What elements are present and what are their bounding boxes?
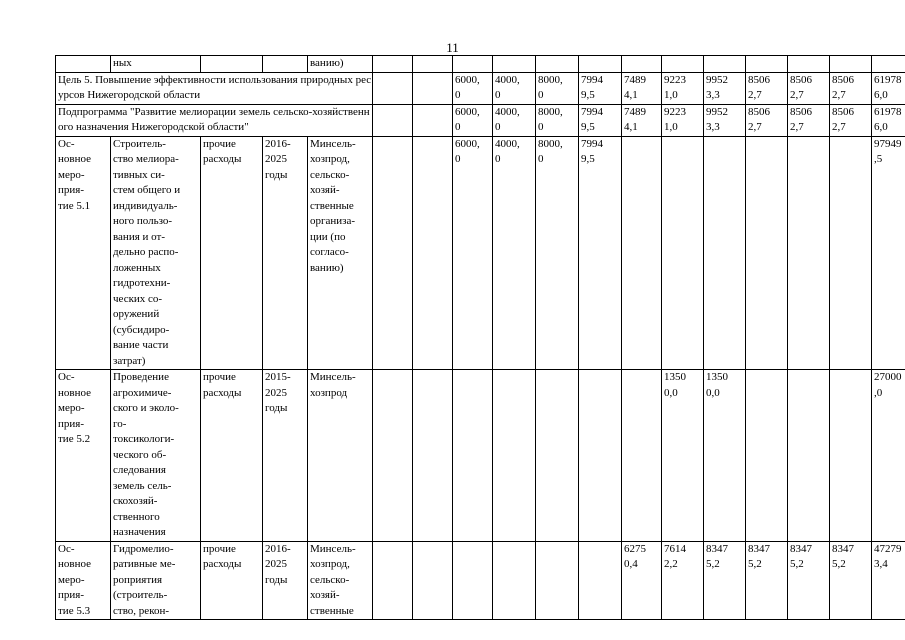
period: 2015- 2025 годы <box>263 370 308 542</box>
value-cell: 7994 9,5 <box>579 104 622 136</box>
value-cell <box>704 136 746 370</box>
expense-category: прочие расходы <box>201 541 263 620</box>
value-cell: 8506 2,7 <box>746 104 788 136</box>
expense-category: прочие расходы <box>201 370 263 542</box>
measure-id: Ос- новное меро- прия- тие 5.1 <box>56 136 111 370</box>
value-cell: 8506 2,7 <box>788 72 830 104</box>
executor: Минсель- хозпрод, сельско- хозяй- ственные <box>308 541 373 620</box>
value-cell <box>788 370 830 542</box>
value-cell: 8000, 0 <box>536 104 579 136</box>
value-cell <box>453 370 493 542</box>
value-cell <box>536 370 579 542</box>
value-cell <box>622 370 662 542</box>
program-table <box>55 55 905 620</box>
value-cell <box>536 541 579 620</box>
value-cell: 6275 0,4 <box>622 541 662 620</box>
goal-title: Цель 5. Повышение эффективности использования природных ресурсов Нижегородской области <box>56 72 373 104</box>
value-cell: 6000, 0 <box>453 104 493 136</box>
value-cell: 7489 4,1 <box>622 104 662 136</box>
value-cell <box>413 370 453 542</box>
value-cell: 8506 2,7 <box>830 104 872 136</box>
total-cell: 27000 ,0 <box>872 370 905 542</box>
total-cell: 97949 ,5 <box>872 136 905 370</box>
value-cell: 4000, 0 <box>493 136 536 370</box>
value-cell: 6000, 0 <box>453 72 493 104</box>
total-cell: 47279 3,4 <box>872 541 905 620</box>
value-cell <box>662 136 704 370</box>
value-cell <box>493 370 536 542</box>
value-cell <box>788 136 830 370</box>
total-cell: 61978 6,0 <box>872 104 905 136</box>
measure-row <box>56 541 905 620</box>
value-cell <box>830 136 872 370</box>
value-cell: 8506 2,7 <box>788 104 830 136</box>
name-cell: ных <box>111 56 201 73</box>
value-cell: 6000, 0 <box>453 136 493 370</box>
value-cell: 8347 5,2 <box>704 541 746 620</box>
measure-name: Строитель- ство мелиора- тивных си- стем общего и индивидуаль- ного пользо- вания и от- дельно распо- ложенных гидротехни- ческих со- оружений (субсидиро- вание части затрат) <box>111 136 201 370</box>
value-cell: 9952 3,3 <box>704 72 746 104</box>
value-cell <box>830 370 872 542</box>
value-cell: 7489 4,1 <box>622 72 662 104</box>
value-cell: 9952 3,3 <box>704 104 746 136</box>
value-cell <box>413 136 453 370</box>
value-cell: 7994 9,5 <box>579 136 622 370</box>
value-cell: 8347 5,2 <box>746 541 788 620</box>
value-cell: 8000, 0 <box>536 136 579 370</box>
value-cell: 9223 1,0 <box>662 72 704 104</box>
subprogram-title: Подпрограмма "Развитие мелиорации земель сельско-хозяйственного назначения Нижегородской области" <box>56 104 373 136</box>
measure-name: Проведение агрохимиче- ского и эколо- го- токсикологи- ческого об- следования земель сель- скохозяй- ственного назначения <box>111 370 201 542</box>
executor: Минсель- хозпрод, сельско- хозяй- ственные организа- ции (по согласо- ванию) <box>308 136 373 370</box>
value-cell <box>746 136 788 370</box>
value-cell: 4000, 0 <box>493 104 536 136</box>
value-cell: 8506 2,7 <box>746 72 788 104</box>
value-cell <box>579 370 622 542</box>
measure-name: Гидромелио- ративные ме- роприятия (строитель- ство, рекон- <box>111 541 201 620</box>
value-cell: 1350 0,0 <box>662 370 704 542</box>
value-cell <box>453 541 493 620</box>
goal-row <box>56 72 905 104</box>
expense-category: прочие расходы <box>201 136 263 370</box>
measure-row <box>56 370 905 542</box>
value-cell: 7994 9,5 <box>579 72 622 104</box>
period: 2016- 2025 годы <box>263 541 308 620</box>
value-cell <box>622 136 662 370</box>
executor: Минсель- хозпрод <box>308 370 373 542</box>
period: 2016- 2025 годы <box>263 136 308 370</box>
page-number: 11 <box>446 40 459 55</box>
subprogram-row <box>56 104 905 136</box>
value-cell <box>579 541 622 620</box>
value-cell: 7614 2,2 <box>662 541 704 620</box>
value-cell <box>413 541 453 620</box>
value-cell: 8347 5,2 <box>830 541 872 620</box>
value-cell: 1350 0,0 <box>704 370 746 542</box>
table-row-continuation <box>56 56 905 73</box>
value-cell: 8506 2,7 <box>830 72 872 104</box>
measure-id: Ос- новное меро- прия- тие 5.3 <box>56 541 111 620</box>
executor-cell: ванию) <box>308 56 373 73</box>
measure-row <box>56 136 905 370</box>
value-cell <box>493 541 536 620</box>
value-cell: 4000, 0 <box>493 72 536 104</box>
total-cell: 61978 6,0 <box>872 72 905 104</box>
value-cell: 8347 5,2 <box>788 541 830 620</box>
value-cell: 9223 1,0 <box>662 104 704 136</box>
value-cell <box>746 370 788 542</box>
measure-id: Ос- новное меро- прия- тие 5.2 <box>56 370 111 542</box>
value-cell: 8000, 0 <box>536 72 579 104</box>
